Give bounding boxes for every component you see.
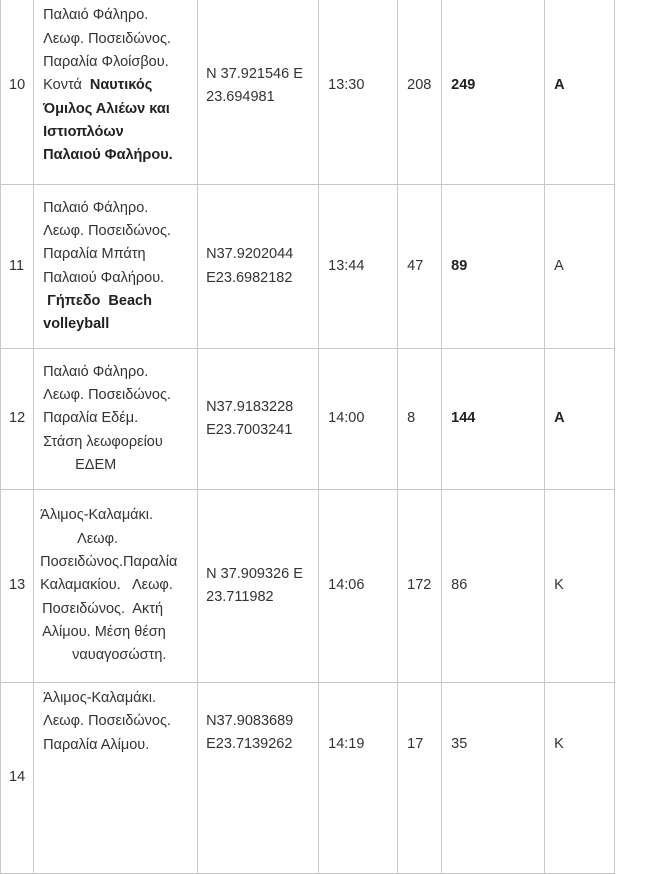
row-number: 12 [1, 349, 34, 490]
coordinate-line: N37.9083689 [206, 713, 294, 729]
location-line: Λεωφ. Ποσειδώνος. [43, 30, 171, 47]
location-bold: volleyball [43, 316, 110, 333]
location-line: Λεωφ. [77, 530, 119, 547]
value-a-cell: 8 [398, 349, 442, 490]
row-number: 10 [1, 0, 34, 185]
coordinates-cell [198, 683, 319, 874]
category-cell: Α [545, 185, 615, 349]
location-line: Στάση λεωφορείου [43, 433, 163, 450]
location-line: ναυαγοσώστη. [72, 647, 167, 664]
value-b-cell: 89 [442, 185, 545, 349]
value-a-cell: 208 [398, 0, 442, 185]
location-line: Ποσειδώνος.Παραλία [40, 554, 178, 571]
coordinate-line: N 37.909326 E [206, 565, 303, 582]
table-row [1, 349, 615, 490]
location-bold: Όμιλος Αλιέων και [43, 100, 170, 117]
location-line: Παραλία Μπάτη [43, 246, 146, 263]
coordinate-line: 23.711982 [206, 589, 274, 605]
time-cell: 13:44 [319, 185, 398, 349]
location-line: Παραλία Φλοίσβου. [43, 54, 169, 71]
location-line: Παραλία Αλίμου. [43, 736, 150, 753]
coordinate-line: N37.9183228 [206, 398, 294, 415]
row-number: 11 [1, 185, 34, 349]
coordinate-line: 23.694981 [206, 89, 275, 105]
time-cell: 14:06 [319, 490, 398, 683]
location-bold: Ναυτικός [89, 77, 153, 94]
location-line: Ποσειδώνος. Ακτή [42, 600, 164, 617]
value-a-cell: 17 [398, 683, 442, 874]
location-line: Παραλία Εδέμ. [43, 410, 139, 427]
value-a-cell: 47 [398, 185, 442, 349]
category-cell: Α [545, 0, 615, 185]
location-line: Άλιμος-Καλαμάκι. [40, 507, 154, 524]
table-row [1, 683, 615, 874]
location-bold: Γήπεδο Beach [47, 292, 152, 309]
category-cell: Α [545, 349, 615, 490]
location-cell [34, 185, 198, 349]
value-a-cell: 172 [398, 490, 442, 683]
coordinates-cell [198, 185, 319, 349]
location-line: Παλαιό Φάληρο. [43, 7, 149, 24]
value-b-cell: 35 [442, 683, 545, 874]
category-cell: Κ [545, 490, 615, 683]
coordinate-line: N37.9202044 [206, 246, 294, 263]
location-bold: Παλαιού Φαλήρου. [43, 147, 173, 164]
coordinates-cell [198, 349, 319, 490]
coordinates-cell [198, 490, 319, 683]
location-line: Παλαιό Φάληρο. [43, 363, 149, 380]
value-b-cell: 144 [442, 349, 545, 490]
coordinate-line: E23.7003241 [206, 422, 293, 438]
row-number: 14 [1, 683, 34, 874]
coordinate-line: N 37.921546 E [206, 65, 303, 82]
table-row [1, 0, 615, 185]
coordinates-cell [198, 0, 319, 185]
table-row [1, 185, 615, 349]
location-cell [34, 0, 198, 185]
table-row [1, 490, 615, 683]
value-b-cell: 249 [442, 0, 545, 185]
location-line: Παλαιό Φάληρο. [43, 199, 149, 216]
location-line: Αλίμου. Μέση θέση [42, 623, 166, 640]
location-line: Λεωφ. Ποσειδώνος. [43, 222, 171, 239]
time-cell: 13:30 [319, 0, 398, 185]
value-b-cell: 86 [442, 490, 545, 683]
coordinate-line: E23.6982182 [206, 269, 293, 286]
location-line: Λεωφ. Ποσειδώνος. [43, 387, 171, 404]
location-line: Παλαιού Φαλήρου. [43, 269, 165, 286]
location-line: ΕΔΕΜ [75, 456, 117, 473]
location-line [43, 74, 188, 97]
time-cell: 14:00 [319, 349, 398, 490]
location-line: Λεωφ. Ποσειδώνος. [43, 713, 171, 730]
location-bold: Ιστιοπλόων [43, 123, 124, 140]
coordinate-line: E23.7139262 [206, 736, 293, 753]
location-cell [34, 490, 198, 683]
location-cell [34, 349, 198, 490]
location-prefix: Κοντά [43, 77, 86, 94]
location-line: Καλαμακίου. Λεωφ. [40, 577, 173, 594]
location-cell [34, 683, 198, 874]
time-cell: 14:19 [319, 683, 398, 874]
row-number: 13 [1, 490, 34, 683]
category-cell: Κ [545, 683, 615, 874]
location-line: Άλιμος-Καλαμάκι. [43, 690, 157, 706]
